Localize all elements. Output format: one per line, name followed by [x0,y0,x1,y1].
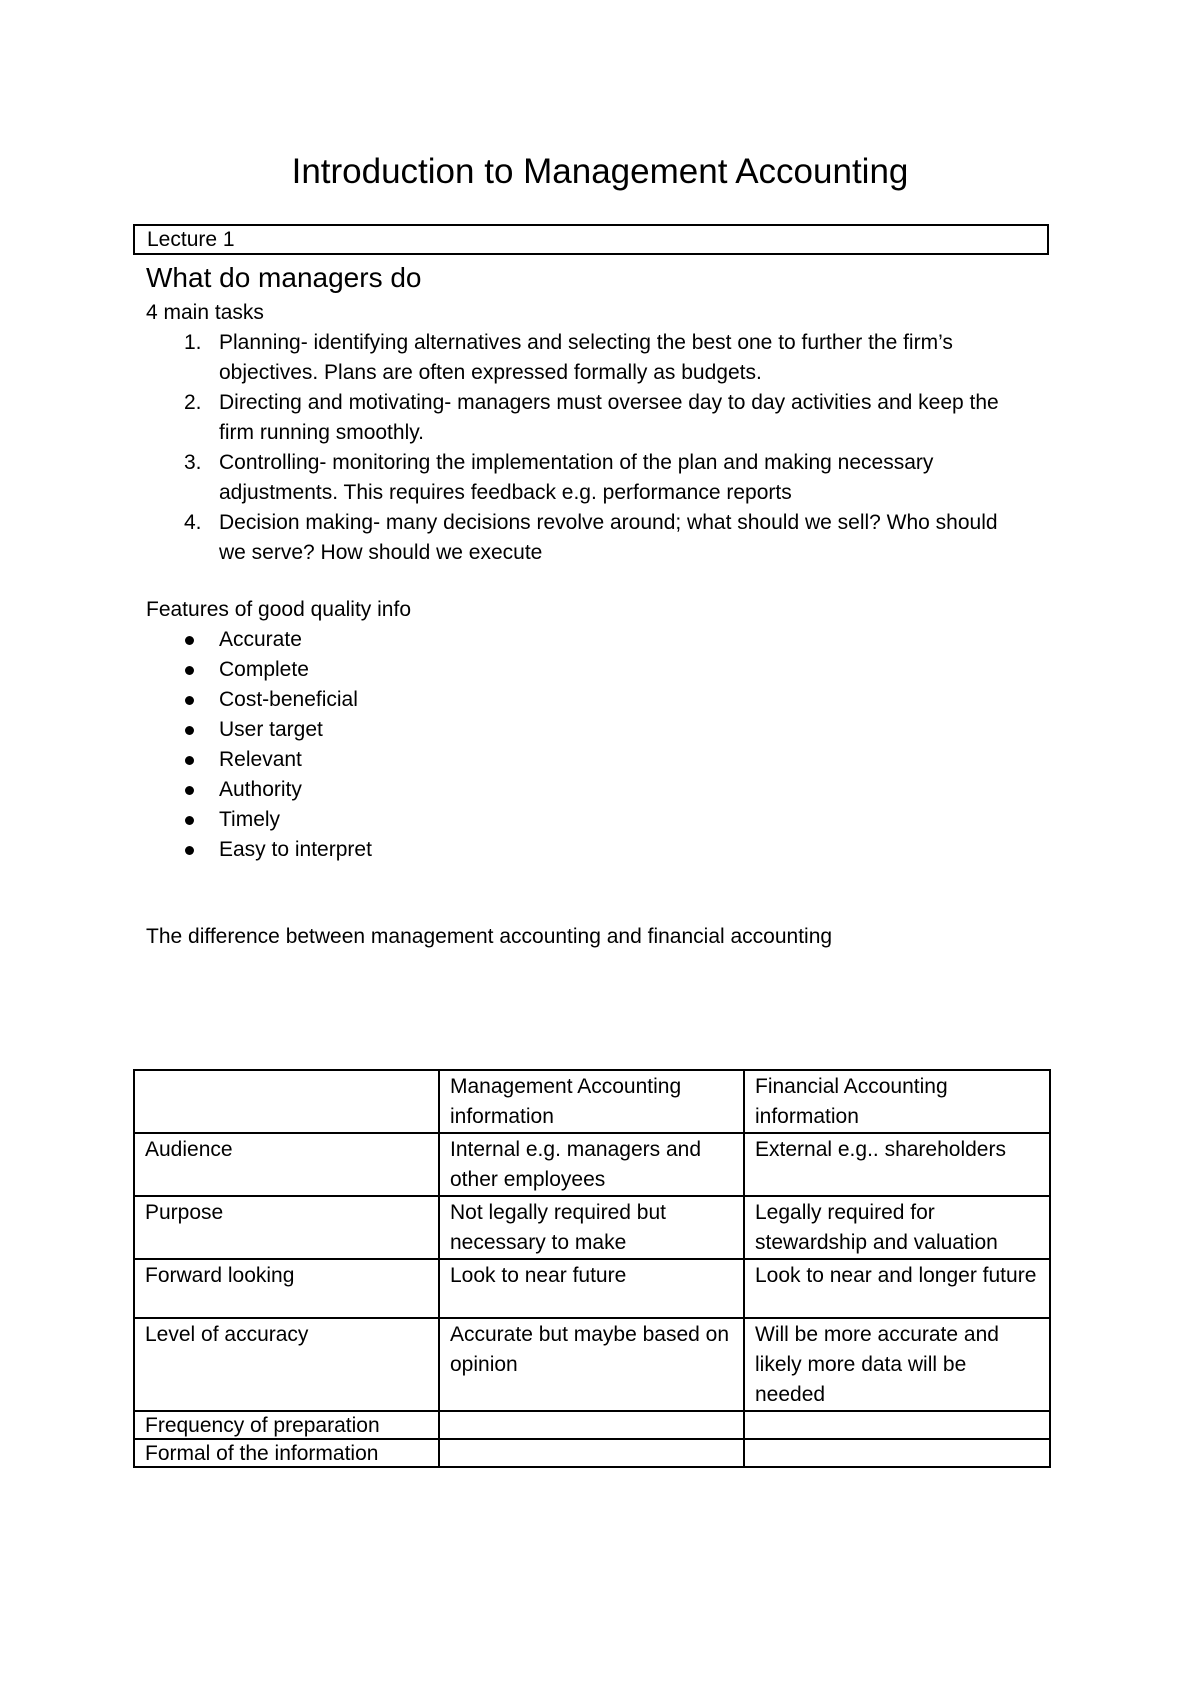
feature-label: Cost-beneficial [219,688,358,711]
table-row [134,1318,1050,1411]
table-cell [744,1411,1050,1439]
list-number: 3. [184,451,202,474]
table-header-row [134,1070,1050,1133]
task-line: Planning- identifying alternatives and selecting the best one to further the firm’s [219,331,953,354]
table-row [134,1439,1050,1467]
bullet-icon [185,846,194,855]
table-cell: Frequency of preparation [134,1411,439,1439]
feature-label: Authority [219,778,302,801]
list-item [146,625,1056,655]
list-item [146,805,1056,835]
difference-heading: The difference between management accounting and financial accounting [146,925,833,948]
table-cell: Look to near and longer future [744,1259,1050,1318]
list-item [146,448,1056,508]
bullet-icon [185,696,194,705]
table-cell: Accurate but maybe based on opinion [439,1318,744,1411]
table-cell: Look to near future [439,1259,744,1318]
task-line: Controlling- monitoring the implementation of the plan and making necessary [219,451,934,474]
list-item [146,685,1056,715]
table-row [134,1133,1050,1196]
table-cell [439,1411,744,1439]
table-cell: Not legally required but necessary to make [439,1196,744,1259]
task-line: objectives. Plans are often expressed formally as budgets. [219,361,762,384]
task-line: firm running smoothly. [219,421,425,444]
table-cell [439,1439,744,1467]
list-number: 1. [184,331,202,354]
table-cell [744,1439,1050,1467]
bullet-icon [185,726,194,735]
table-cell: External e.g.. shareholders [744,1133,1050,1196]
feature-label: Accurate [219,628,302,651]
lecture-label-box [133,224,1049,255]
table-cell: Internal e.g. managers and other employees [439,1133,744,1196]
table-cell: Financial Accounting information [744,1070,1050,1133]
list-item [146,835,1056,865]
table-cell: Purpose [134,1196,439,1259]
list-item [146,388,1056,448]
comparison-table [133,1069,1051,1468]
bullet-icon [185,666,194,675]
bullet-icon [185,786,194,795]
list-number: 2. [184,391,202,414]
table-cell: Audience [134,1133,439,1196]
task-line: Directing and motivating- managers must oversee day to day activities and keep the [219,391,999,414]
feature-label: Easy to interpret [219,838,372,861]
table-cell: Forward looking [134,1259,439,1318]
bullet-icon [185,636,194,645]
feature-label: Timely [219,808,281,831]
bullet-icon [185,816,194,825]
table-cell: Formal of the information [134,1439,439,1467]
table-cell: Will be more accurate and likely more data will be needed [744,1318,1050,1411]
features-heading: Features of good quality info [146,598,412,621]
list-number: 4. [184,511,202,534]
feature-label: User target [219,718,323,741]
task-line: adjustments. This requires feedback e.g. performance reports [219,481,792,504]
feature-label: Complete [219,658,309,681]
features-list [146,625,1056,865]
list-item [146,508,1056,568]
tasks-intro: 4 main tasks [146,301,264,324]
page-title: Introduction to Management Accounting [291,152,909,191]
feature-label: Relevant [219,748,302,771]
table-row [134,1259,1050,1318]
list-item [146,775,1056,805]
list-item [146,655,1056,685]
bullet-icon [185,756,194,765]
lecture-label: Lecture 1 [147,228,235,251]
tasks-list [146,328,1056,568]
table-row [134,1411,1050,1439]
table-row [134,1196,1050,1259]
table-cell: Level of accuracy [134,1318,439,1411]
table-cell [134,1070,439,1133]
list-item [146,328,1056,388]
list-item [146,745,1056,775]
section-heading: What do managers do [146,262,422,293]
table-cell: Management Accounting information [439,1070,744,1133]
task-line: we serve? How should we execute [219,541,543,564]
list-item [146,715,1056,745]
table-cell: Legally required for stewardship and valuation [744,1196,1050,1259]
task-line: Decision making- many decisions revolve around; what should we sell? Who should [219,511,998,534]
